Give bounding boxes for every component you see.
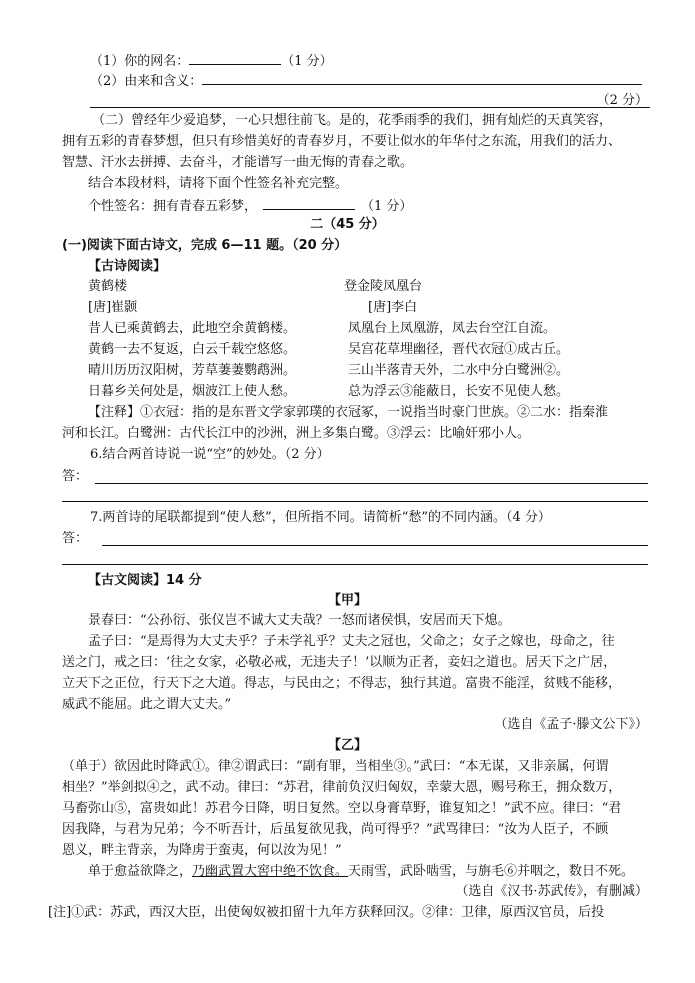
- prose-yi-line: [88, 863, 634, 881]
- prose-jia-source: （选自《孟子·滕文公下》）: [494, 717, 648, 732]
- poem-left-line: 日暮乡关何处是，烟波江上使人愁。: [88, 384, 297, 399]
- poem-left-line: 晴川历历汉阳树，芳草萋萋鹦鹉洲。: [88, 363, 297, 378]
- note-line-2: 河和长江。白鹭洲：古代长江中的沙洲，洲上多集白鹭。③浮云：比喻奸邪小人。: [62, 426, 531, 441]
- poem-right-title: 登金陵凤凰台: [344, 279, 423, 294]
- prose-yi-line: 恩义，畔主背亲，为降虏于蛮夷，何以汝为见！”: [62, 843, 342, 858]
- poem-read-heading: 【古诗阅读】: [88, 259, 167, 274]
- poem-right-line: 总为浮云③能蔽日，长安不见使人愁。: [348, 384, 570, 399]
- q1-a-label: （1）你的网名：: [90, 54, 190, 69]
- passage2-p1: （二）曾经年少爱追梦，一心只想往前飞。是的，花季雨季的我们，拥有灿烂的天真笑容，: [92, 113, 613, 128]
- answer-rule: [90, 107, 650, 108]
- prose-jia-line: 威武不能屈。此之谓大丈夫。”: [62, 697, 232, 712]
- signature-label: 个性签名：拥有青春五彩梦，: [88, 199, 258, 214]
- poem-right-author: [唐]李白: [368, 300, 418, 315]
- passage2-p4: 结合本段材料，请将下面个性签名补充完整。: [88, 176, 349, 191]
- q6-answer-label: 答：: [62, 469, 89, 484]
- poem-right-line: 吴宫花草埋幽径，晋代衣冠①成古丘。: [348, 342, 570, 357]
- prose-jia-title: 【甲】: [327, 593, 367, 608]
- q6-answer-line[interactable]: [95, 483, 648, 484]
- q6-text: 6.结合两首诗说一说“空”的妙处。（2 分）: [90, 447, 330, 462]
- signature-blank[interactable]: [263, 196, 355, 210]
- passage2-p2: 拥有五彩的青春梦想，但只有珍惜美好的青春岁月，不要让似水的年华付之东流，用我们的活力、: [62, 134, 622, 149]
- signature-line: [88, 196, 412, 216]
- q7-answer-label: 答：: [62, 531, 89, 546]
- q1-b-label: （2）由来和含义：: [90, 74, 203, 89]
- prose-yi-line: 相坐？”举剑拟④之，武不动。律曰：“苏君，律前负汉归匈奴，幸蒙大恩，赐号称王，拥众数万，: [62, 780, 622, 795]
- prose-yi-source: （选自《汉书·苏武传》，有删减）: [455, 884, 648, 899]
- q1-b-score: （2 分）: [596, 93, 648, 108]
- poem-left-line: 昔人已乘黄鹤去，此地空余黄鹤楼。: [88, 321, 297, 336]
- passage2-p3: 智慧、汗水去拼搏、去奋斗，才能谱写一曲无悔的青春之歌。: [62, 155, 414, 170]
- q1-a-score: （1 分）: [281, 54, 333, 69]
- q1-b-blank[interactable]: [202, 71, 642, 85]
- prose-jia-line: 立天下之正位，行天下之大道。得志，与民由之；不得志，独行其道。富贵不能淫，贫贱不能移，: [62, 676, 622, 691]
- prose-jia-line: 送之门，戒之曰：‘往之女家，必敬必戒，无违夫子！’以顺为正者，妾妇之道也。居天下之广居，: [62, 655, 617, 670]
- poem-right-line: 三山半落青天外，二水中分白鹭洲②。: [348, 363, 570, 378]
- prose-yi-text: 天雨雪，武卧啮雪，与旃毛⑥并咽之，数日不死。: [348, 864, 635, 879]
- poem-left-author: [唐]崔颢: [88, 300, 138, 315]
- prose-yi-underlined: 乃幽武置大窖中绝不饮食。: [192, 864, 349, 879]
- q7-answer-line[interactable]: [62, 564, 648, 565]
- prose-jia-line: 景春曰：“公孙衍、张仪岂不诚大丈夫哉？一怒而诸侯惧，安居而天下熄。: [88, 613, 511, 628]
- prose-yi-line: 马畜弥山⑤，富贵如此！苏君今日降，明日复然。空以身膏草野，谁复知之！”武不应。律曰：“君: [62, 801, 622, 816]
- signature-score: （1 分）: [361, 199, 413, 214]
- prose-yi-line: （单于）欲因此时降武①。律②谓武曰：“副有罪，当相坐③。”武曰：“本无谋，又非亲属，何谓: [62, 759, 609, 774]
- prose-yi-text: 单于愈益欲降之，: [88, 864, 193, 879]
- q1-a-blank[interactable]: [189, 51, 281, 65]
- poem-left-line: 黄鹤一去不复返，白云千载空悠悠。: [88, 342, 297, 357]
- prose-yi-title: 【乙】: [327, 738, 367, 753]
- section2-title: 二（45 分）: [310, 217, 385, 232]
- q7-answer-line[interactable]: [102, 545, 648, 546]
- prose-yi-line: 因我降，与君为兄弟；今不听吾计，后虽复欲见我，尚可得乎？”武骂律曰：“汝为人臣子，不顾: [62, 822, 609, 837]
- q6-answer-line[interactable]: [62, 501, 648, 502]
- q7-text: 7.两首诗的尾联都提到“使人愁”，但所指不同。请简析“愁”的不同内涵。（4 分）: [90, 510, 551, 525]
- poem-right-line: 凤凰台上凤凰游，凤去台空江自流。: [348, 321, 557, 336]
- note-line-1: 【注释】①衣冠：指的是东晋文学家郭璞的衣冠冢，一说指当时豪门世族。②二水：指秦淮: [88, 405, 609, 420]
- prose-jia-line: 孟子曰：“是焉得为大丈夫乎？子未学礼乎？丈夫之冠也，父命之；女子之嫁也，母命之，往: [88, 634, 615, 649]
- prose-heading: 【古文阅读】14 分: [88, 573, 202, 588]
- poem-left-title: 黄鹤楼: [88, 279, 128, 294]
- prose-footnote: [注]①武：苏武，西汉大臣，出使匈奴被扣留十九年方获释回汉。②律：卫律，原西汉官员，后投: [48, 905, 605, 920]
- q1-b-line: [90, 71, 642, 91]
- q1-a-line: [90, 51, 333, 71]
- section2-heading: (一)阅读下面古诗文，完成 6—11 题。（20 分）: [62, 238, 348, 253]
